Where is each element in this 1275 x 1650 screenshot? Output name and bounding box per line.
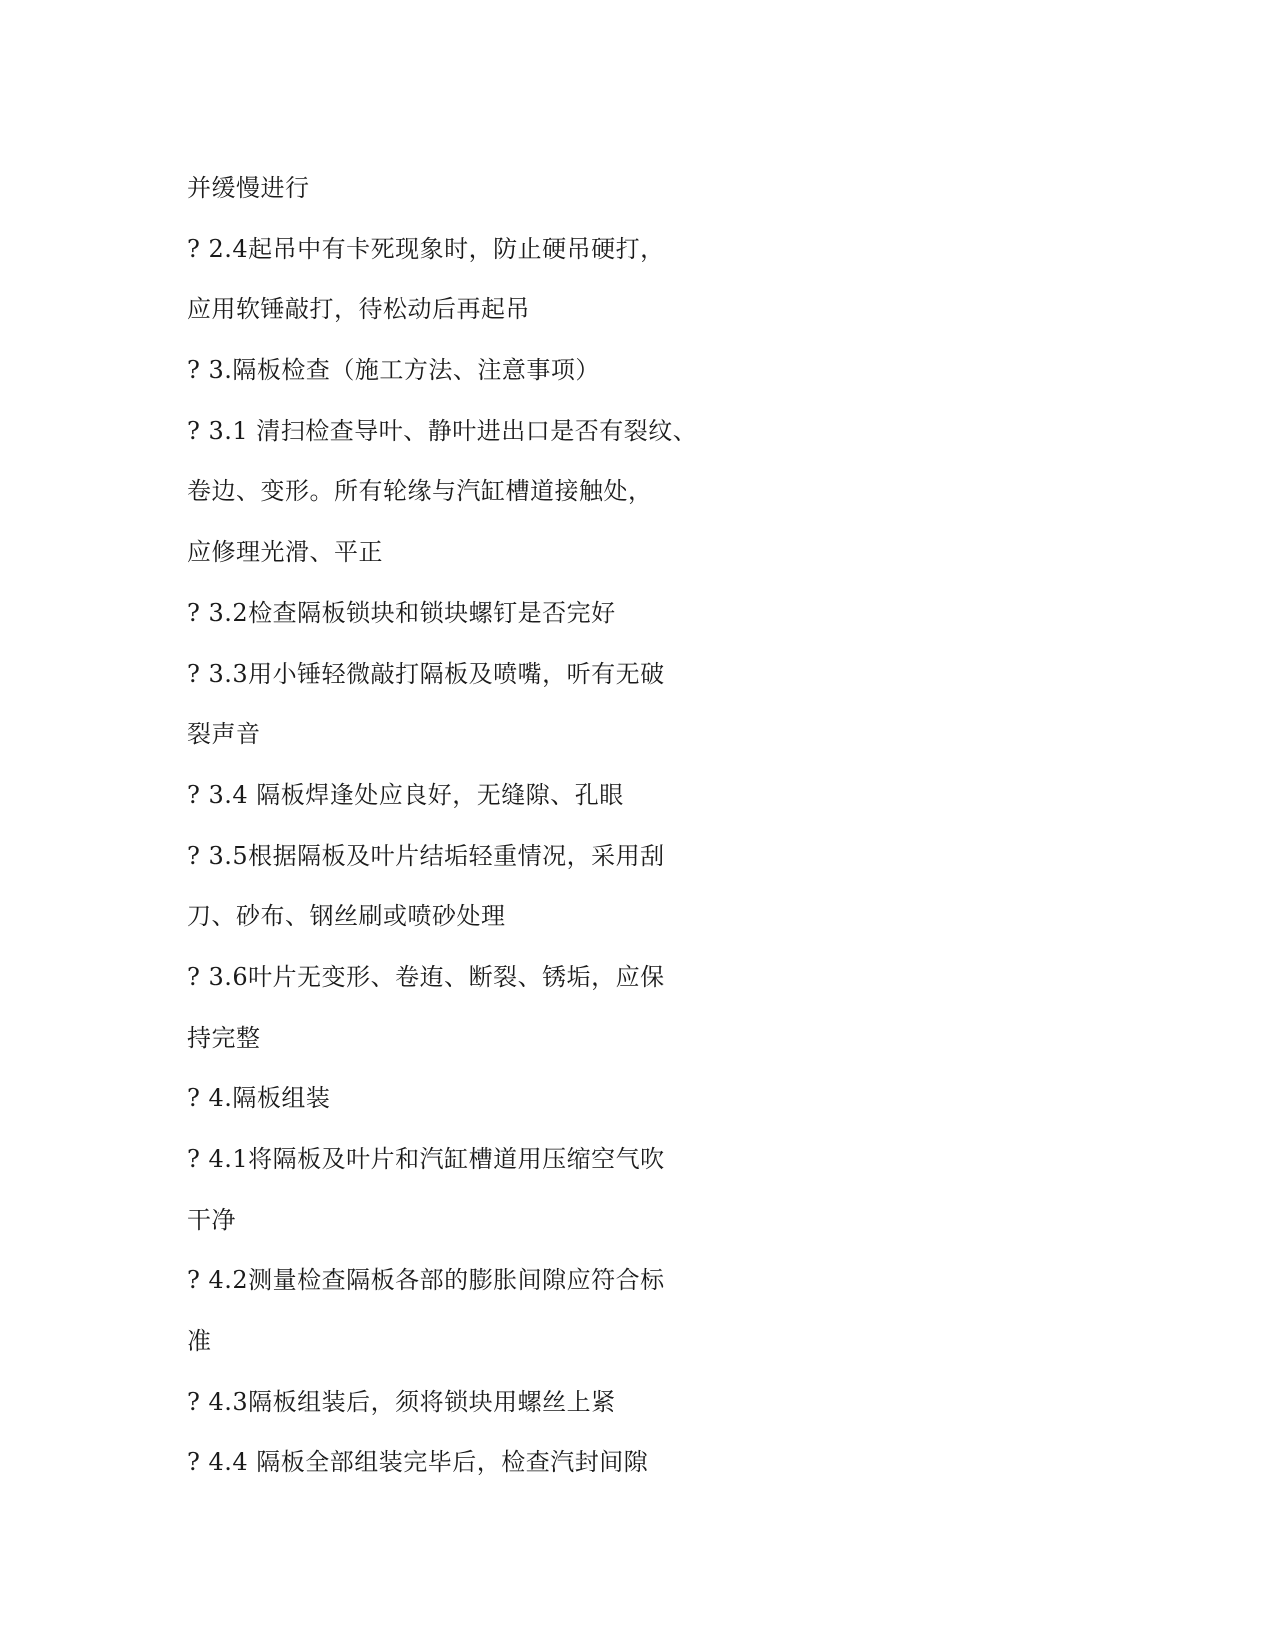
text-line: ? 3.隔板检查（施工方法、注意事项）: [187, 356, 600, 385]
text-line: ? 3.5根据隔板及叶片结垢轻重情况，采用刮: [187, 841, 665, 870]
text-line: 刀、砂布、钢丝刷或喷砂处理: [187, 902, 506, 931]
text-line: 裂声音: [187, 720, 261, 749]
text-line: ? 4.2测量检查隔板各部的膨胀间隙应符合标: [187, 1266, 665, 1295]
text-line: 持完整: [187, 1023, 261, 1052]
text-line: 干净: [187, 1205, 236, 1234]
text-line: ? 3.3用小锤轻微敲打隔板及喷嘴，听有无破: [187, 659, 665, 688]
text-line: ? 4.3隔板组装后，须将锁块用螺丝上紧: [187, 1387, 616, 1416]
text-line: 卷边、变形。所有轮缘与汽缸槽道接触处，: [187, 477, 653, 506]
text-line: ? 2.4起吊中有卡死现象时，防止硬吊硬打，: [187, 234, 665, 263]
text-line: 并缓慢进行: [187, 174, 310, 202]
text-line: ? 3.4 隔板焊逢处应良好，无缝隙、孔眼: [187, 780, 624, 809]
text-line: ? 4.1将隔板及叶片和汽缸槽道用压缩空气吹: [187, 1145, 665, 1173]
text-line: 准: [187, 1327, 212, 1356]
text-line: ? 3.2检查隔板锁块和锁块螺钉是否完好: [187, 598, 616, 627]
text-line: 应用软锤敲打，待松动后再起吊: [187, 295, 530, 324]
text-line: ? 3.1 清扫检查导叶、静叶进出口是否有裂纹、: [187, 416, 698, 445]
text-line: ? 4.隔板组装: [187, 1084, 331, 1113]
text-line: 应修理光滑、平正: [187, 538, 383, 567]
text-line: ? 3.6叶片无变形、卷迶、断裂、锈垢，应保: [187, 962, 665, 991]
text-line: ? 4.4 隔板全部组装完毕后，检查汽封间隙: [187, 1448, 649, 1477]
document-body: [187, 170, 887, 1505]
